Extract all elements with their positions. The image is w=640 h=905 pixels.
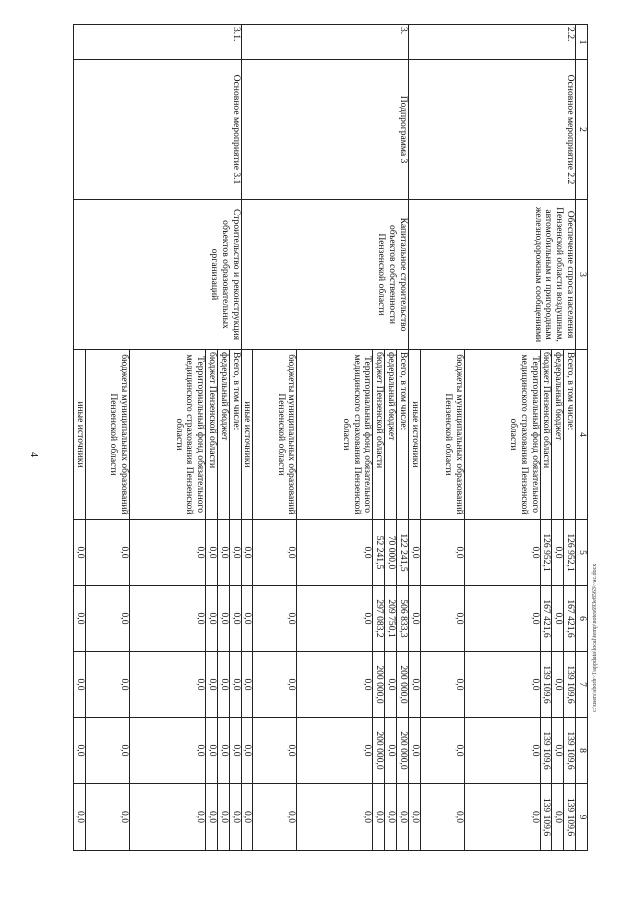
funding-source: бюджет Пензенской области xyxy=(373,350,385,520)
funding-source: бюджет Пензенской области xyxy=(206,350,218,520)
amount-cell: 0,0 xyxy=(552,520,564,586)
amount-cell: 0,0 xyxy=(297,520,373,586)
amount-cell: 200 000,0 xyxy=(397,652,409,718)
amount-cell: 0,0 xyxy=(206,652,218,718)
amount-cell: 0,0 xyxy=(74,520,86,586)
amount-cell: 0,0 xyxy=(464,652,540,718)
amount-cell: 0,0 xyxy=(130,520,206,586)
column-number: 9 xyxy=(576,784,588,851)
amount-cell: 126 952,1 xyxy=(540,520,552,586)
amount-cell: 200 000,0 xyxy=(373,652,385,718)
column-number-row xyxy=(576,25,588,851)
amount-cell: 122 241,5 xyxy=(397,520,409,586)
funding-source: бюджет Пензенской области xyxy=(540,350,552,520)
funding-source: бюджеты муниципальных образований Пензенской области xyxy=(253,350,297,520)
amount-cell: 0,0 xyxy=(420,586,464,652)
amount-cell: 167 421,6 xyxy=(564,586,576,652)
amount-cell: 0,0 xyxy=(86,520,130,586)
funding-source: федеральный бюджет xyxy=(552,350,564,520)
amount-cell: 139 109,6 xyxy=(564,784,576,851)
amount-cell: 0,0 xyxy=(464,784,540,851)
funding-source: федеральный бюджет xyxy=(218,350,230,520)
amount-cell: 0,0 xyxy=(74,784,86,851)
amount-cell: 0,0 xyxy=(385,784,397,851)
amount-cell: 0,0 xyxy=(241,586,253,652)
amount-cell: 0,0 xyxy=(420,520,464,586)
table-row xyxy=(397,25,409,851)
funding-source: бюджеты муниципальных образований Пензенской области xyxy=(86,350,130,520)
amount-cell: 52 241,5 xyxy=(373,520,385,586)
amount-cell: 0,0 xyxy=(206,718,218,784)
item-description: Строительство и реконструкция объектов образовательных организаций xyxy=(74,200,241,350)
column-number: 8 xyxy=(576,718,588,784)
amount-cell: 0,0 xyxy=(241,784,253,851)
amount-cell: 0,0 xyxy=(297,652,373,718)
amount-cell: 0,0 xyxy=(408,718,420,784)
table-body xyxy=(74,25,588,851)
funding-source: Территориальный фонд обязательного медицинского страхования Пензенской области xyxy=(464,350,540,520)
amount-cell: 0,0 xyxy=(297,718,373,784)
amount-cell: 0,0 xyxy=(552,718,564,784)
amount-cell: 0,0 xyxy=(464,520,540,586)
amount-cell: 0,0 xyxy=(397,784,409,851)
amount-cell: 0,0 xyxy=(130,652,206,718)
column-number: 7 xyxy=(576,652,588,718)
amount-cell: 0,0 xyxy=(206,784,218,851)
funding-source: иные источники xyxy=(408,350,420,520)
amount-cell: 200 000,0 xyxy=(397,718,409,784)
amount-cell: 0,0 xyxy=(420,784,464,851)
amount-cell: 0,0 xyxy=(74,652,86,718)
amount-cell: 0,0 xyxy=(86,586,130,652)
amount-cell: 70 000,0 xyxy=(385,520,397,586)
amount-cell: 0,0 xyxy=(74,586,86,652)
funding-source: Всего, в том числе: xyxy=(564,350,576,520)
item-code: 3.1. xyxy=(74,25,241,60)
column-number: 4 xyxy=(576,350,588,520)
amount-cell: 0,0 xyxy=(130,784,206,851)
amount-cell: 0,0 xyxy=(464,718,540,784)
item-description: Обеспечение спроса населения Пензенской области воздушным, автомобильным и пригородным железнодорожным сообщениями xyxy=(408,200,575,350)
amount-cell: 0,0 xyxy=(229,652,241,718)
column-number: 5 xyxy=(576,520,588,586)
funding-source: Территориальный фонд обязательного медицинского страхования Пензенской области xyxy=(297,350,373,520)
amount-cell: 139 109,6 xyxy=(540,718,552,784)
amount-cell: 0,0 xyxy=(373,784,385,851)
page-number: 4 xyxy=(28,452,39,457)
amount-cell: 0,0 xyxy=(253,652,297,718)
amount-cell: 0,0 xyxy=(130,586,206,652)
amount-cell: 139 109,6 xyxy=(564,718,576,784)
funding-source: Всего, в том числе: xyxy=(397,350,409,520)
item-code: 3. xyxy=(241,25,408,60)
item-description: Капитальное строительство объектов собственности Пензенской области xyxy=(241,200,408,350)
amount-cell: 506 833,3 xyxy=(397,586,409,652)
item-name: Основное мероприятие 3.1 xyxy=(74,60,241,200)
column-number: 1 xyxy=(576,25,588,60)
funding-source: иные источники xyxy=(74,350,86,520)
amount-cell: 0,0 xyxy=(297,586,373,652)
funding-source: Территориальный фонд обязательного медицинского страхования Пензенской области xyxy=(130,350,206,520)
item-name: Подпрограмма 3 xyxy=(241,60,408,200)
amount-cell: 0,0 xyxy=(253,520,297,586)
amount-cell: 0,0 xyxy=(420,652,464,718)
table-row xyxy=(564,25,576,851)
amount-cell: 0,0 xyxy=(552,652,564,718)
amount-cell: 139 109,6 xyxy=(540,652,552,718)
amount-cell: 0,0 xyxy=(253,784,297,851)
amount-cell: 0,0 xyxy=(206,520,218,586)
funding-source: федеральный бюджет xyxy=(385,350,397,520)
amount-cell: 0,0 xyxy=(420,718,464,784)
amount-cell: 0,0 xyxy=(206,586,218,652)
amount-cell: 0,0 xyxy=(552,586,564,652)
item-code: 2.2. xyxy=(408,25,575,60)
amount-cell: 0,0 xyxy=(464,586,540,652)
amount-cell: 0,0 xyxy=(241,718,253,784)
budget-table xyxy=(73,24,588,851)
column-number: 2 xyxy=(576,60,588,200)
amount-cell: 139 109,6 xyxy=(564,652,576,718)
rotated-page xyxy=(60,24,588,850)
amount-cell: 139 109,6 xyxy=(540,784,552,851)
amount-cell: 297 083,2 xyxy=(373,586,385,652)
amount-cell: 167 421,6 xyxy=(540,586,552,652)
amount-cell: 126 952,1 xyxy=(564,520,576,586)
amount-cell: 0,0 xyxy=(385,718,397,784)
amount-cell: 0,0 xyxy=(297,784,373,851)
amount-cell: 200 000,0 xyxy=(373,718,385,784)
column-number: 3 xyxy=(576,200,588,350)
amount-cell: 0,0 xyxy=(218,586,230,652)
amount-cell: 0,0 xyxy=(229,784,241,851)
amount-cell: 0,0 xyxy=(229,586,241,652)
column-number: 6 xyxy=(576,586,588,652)
amount-cell: 0,0 xyxy=(408,652,420,718)
amount-cell: 0,0 xyxy=(408,520,420,586)
funding-source: Всего, в том числе: xyxy=(229,350,241,520)
amount-cell: 0,0 xyxy=(385,652,397,718)
amount-cell: 0,0 xyxy=(86,718,130,784)
amount-cell: 0,0 xyxy=(241,652,253,718)
amount-cell: 0,0 xyxy=(241,520,253,586)
item-name: Основное мероприятие 2.2 xyxy=(408,60,575,200)
amount-cell: 0,0 xyxy=(74,718,86,784)
amount-cell: 0,0 xyxy=(218,784,230,851)
amount-cell: 0,0 xyxy=(218,718,230,784)
amount-cell: 0,0 xyxy=(229,520,241,586)
funding-source: иные источники xyxy=(241,350,253,520)
funding-source: бюджеты муниципальных образований Пензенской области xyxy=(420,350,464,520)
amount-cell: 209 750,1 xyxy=(385,586,397,652)
amount-cell: 0,0 xyxy=(253,718,297,784)
amount-cell: 0,0 xyxy=(86,652,130,718)
amount-cell: 0,0 xyxy=(130,718,206,784)
table-row xyxy=(229,25,241,851)
document-path-footer: c:\users\sborh~1\appdata\local\temp\notes693e8563\~ac.docx xyxy=(592,563,598,712)
amount-cell: 0,0 xyxy=(552,784,564,851)
amount-cell: 0,0 xyxy=(408,784,420,851)
amount-cell: 0,0 xyxy=(218,652,230,718)
amount-cell: 0,0 xyxy=(253,586,297,652)
amount-cell: 0,0 xyxy=(229,718,241,784)
amount-cell: 0,0 xyxy=(408,586,420,652)
amount-cell: 0,0 xyxy=(218,520,230,586)
amount-cell: 0,0 xyxy=(86,784,130,851)
